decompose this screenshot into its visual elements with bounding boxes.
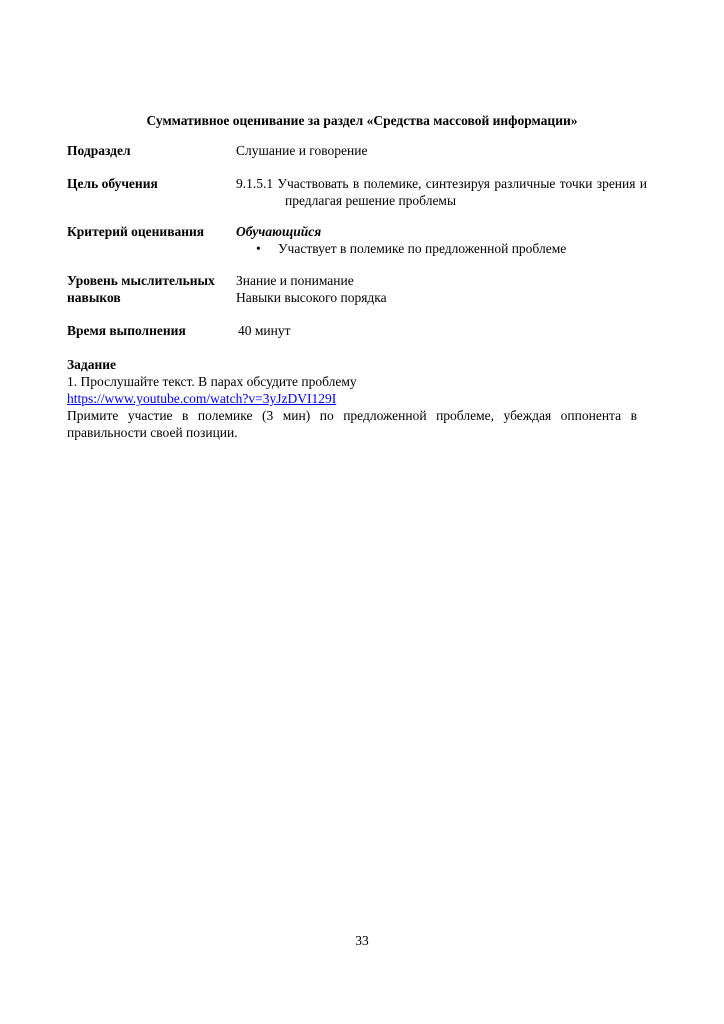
task-description: Примите участие в полемике (3 мин) по предложенной проблеме, убеждая оппонента в правильности своей позиции. [67, 408, 637, 440]
task-section [67, 356, 637, 441]
thinking-skills-value-line1: Знание и понимание [236, 273, 354, 288]
video-link[interactable]: https://www.youtube.com/watch?v=3yJzDVI129I [67, 391, 337, 406]
subsection-row [67, 142, 647, 175]
thinking-skills-label-line1: Уровень мыслительных [67, 273, 215, 288]
thinking-skills-label-line2: навыков [67, 290, 121, 305]
task-instruction: 1. Прослушайте текст. В парах обсудите проблему [67, 374, 357, 389]
criterion-item-text: Участвует в полемике по предложенной проблеме [278, 241, 567, 256]
subsection-label: Подраздел [67, 143, 131, 158]
subsection-value: Слушание и говорение [236, 143, 368, 158]
criterion-label: Критерий оценивания [67, 224, 205, 239]
criterion-head: Обучающийся [236, 224, 322, 239]
thinking-skills-value-line2: Навыки высокого порядка [236, 290, 387, 305]
document-title: Суммативное оценивание за раздел «Средства массовой информации» [146, 113, 578, 128]
duration-value: 40 минут [238, 323, 291, 338]
learning-goal-value: 9.1.5.1 Участвовать в полемике, синтезируя различные точки зрения и предлагая решение проблемы [236, 176, 647, 208]
assessment-info-table [67, 142, 647, 339]
thinking-skills-values [236, 272, 647, 322]
criterion-row [67, 223, 647, 272]
task-heading: Задание [67, 357, 117, 372]
learning-goal-label: Цель обучения [67, 176, 158, 191]
duration-label: Время выполнения [67, 323, 186, 338]
page-number: 33 [355, 933, 369, 948]
thinking-skills-label [67, 272, 236, 322]
criterion-list [236, 240, 647, 257]
learning-goal-row [67, 175, 647, 223]
thinking-skills-row [67, 272, 647, 322]
duration-row [67, 322, 647, 339]
bullet-icon: • [256, 241, 261, 256]
criterion-item [236, 240, 647, 257]
